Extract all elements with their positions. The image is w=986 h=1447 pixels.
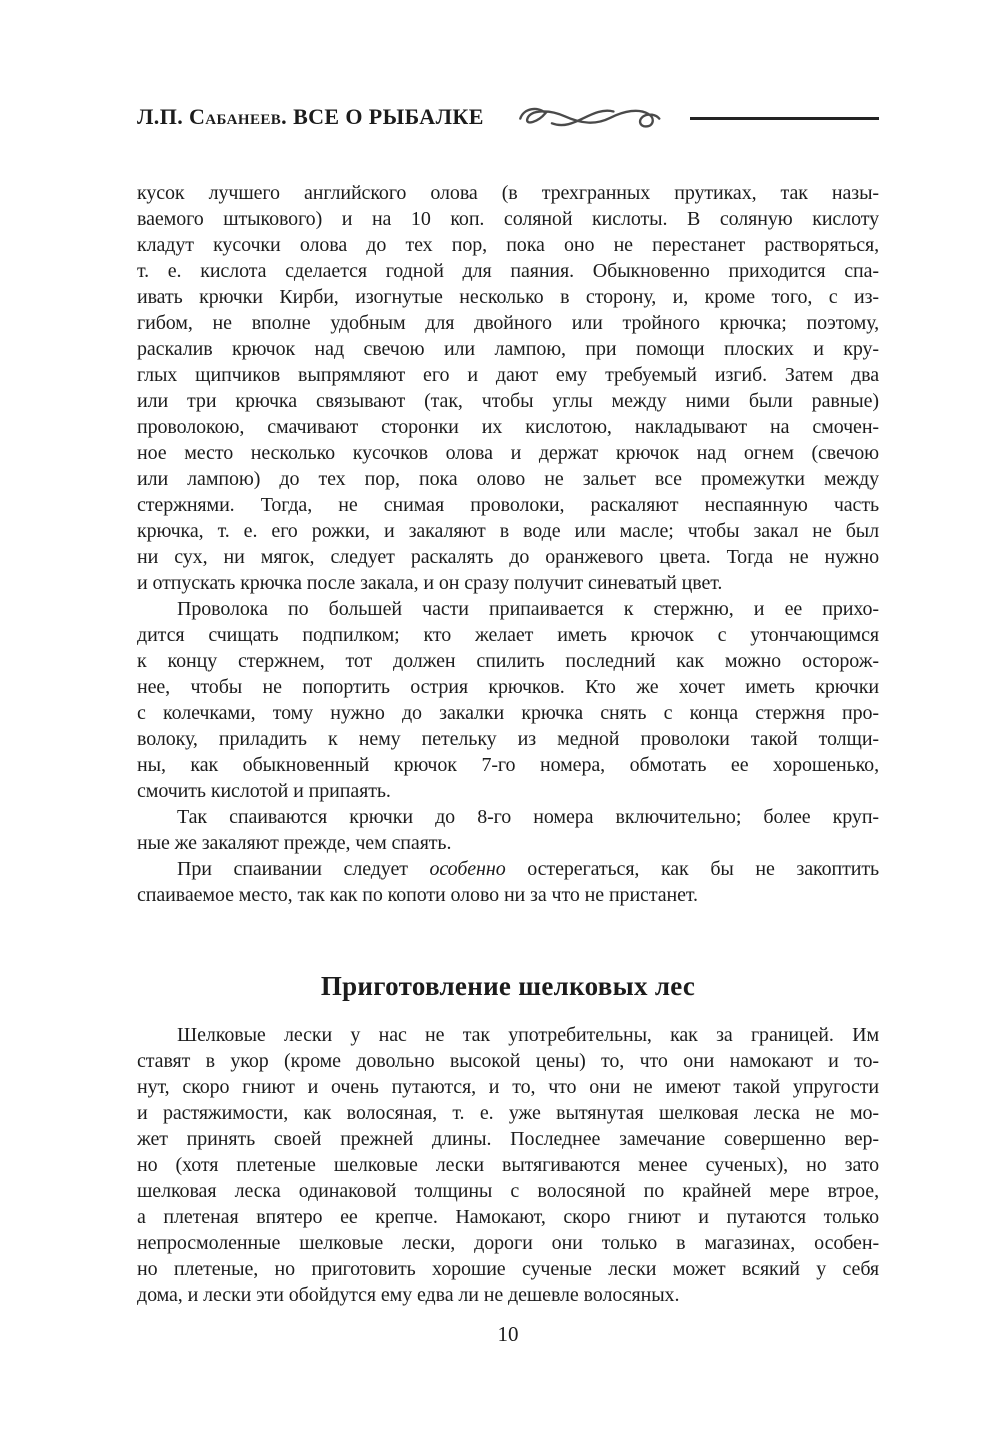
text-line: но (хотя плетеные шелковые лески вытягиваются менее сученых), но зато — [137, 1154, 879, 1176]
text-line: непросмоленные шелковые лески, дороги они только в магазинах, особен- — [137, 1232, 879, 1254]
page-footer — [137, 1322, 879, 1347]
paragraph — [137, 180, 879, 596]
text-line: Так спаиваются крючки до 8-го номера включительно; более круп- — [177, 806, 879, 828]
text-line: или три крючка связывают (так, чтобы углы между ними были равные) — [137, 390, 879, 412]
text-line: нее, чтобы не попортить острия крючков. Кто же хочет иметь крючки — [137, 676, 879, 698]
paragraph — [137, 596, 879, 804]
text-line: и растяжимости, как волосяная, т. е. уже вытянутая шелковая леска не мо- — [137, 1102, 879, 1124]
text-line: ставят в укор (кроме довольно высокой цены) то, что они намокают и то- — [137, 1050, 879, 1072]
text-line: с колечками, тому нужно до закалки крючка снять с конца стержня про- — [137, 702, 879, 724]
text-line: но плетеные, но приготовить хорошие сученые лески может всякий у себя — [137, 1258, 879, 1280]
text-line: проволокою, смачивают сторонки их кислотою, накладывают на смочен- — [137, 416, 879, 438]
text-line: жет принять своей прежней длины. Последнее замечание совершенно вер- — [137, 1128, 879, 1150]
text-line: глых щипчиков выпрямляют его и дают ему требуемый изгиб. Затем два — [137, 364, 879, 386]
text-line: ваемого штыкового) и на 10 коп. соляной кислоты. В соляную кислоту — [137, 208, 879, 230]
text-line: спаиваемое место, так как по копоти олово ни за что не пристанет. — [137, 884, 698, 906]
section-silk-lines — [137, 1022, 879, 1308]
section-soldering-hooks — [137, 180, 879, 908]
text-line: крючка, т. е. его рожки, и закаляют в воде или масле; чтобы закал не был — [137, 520, 879, 542]
text-line: стержнями. Тогда, не снимая проволоки, раскаляют неспаянную часть — [137, 494, 879, 516]
text-line: кладут кусочки олова до тех пор, пока оно не перестанет растворяться, — [137, 234, 879, 256]
text-line: кусок лучшего английского олова (в трехгранных прутиках, так назы- — [137, 182, 879, 204]
paragraph — [137, 804, 879, 856]
text-line: т. е. кислота сделается годной для паяния. Обыкновенно приходится спа- — [137, 260, 879, 282]
text-line: Проволока по большей части припаивается к стержню, и ее прихо- — [177, 598, 879, 620]
flourish-icon — [514, 97, 664, 137]
page-body — [137, 180, 879, 1308]
text-line: к концу стержнем, тот должен спилить последний как можно осторож- — [137, 650, 879, 672]
text-line: смочить кислотой и припаять. — [137, 780, 391, 802]
text-line: нут, скоро гниют и очень путаются, и то, что они не имеют такой упругости — [137, 1076, 879, 1098]
text-line: и отпускать крючка после закала, и он сразу получит синеватый цвет. — [137, 572, 723, 594]
text-line: ные же закаляют прежде, чем спаять. — [137, 832, 452, 854]
text-line: При спаивании следует особенно остерегаться, как бы не закоптить — [177, 858, 879, 880]
running-head — [137, 104, 484, 130]
text-line: Шелковые лески у нас не так употребительны, как за границей. Им — [177, 1024, 879, 1046]
text-line: ны, как обыкновенный крючок 7-го номера, обмотать ее хорошенько, — [137, 754, 879, 776]
text-line: дома, и лески эти обойдутся ему едва ли не дешевле волосяных. — [137, 1284, 680, 1306]
text-line: раскалив крючок над свечою или лампою, при помощи плоских и кру- — [137, 338, 879, 360]
text-line: ное место несколько кусочков олова и держат крючок над огнем (свечою — [137, 442, 879, 464]
text-line: или лампою) до тех пор, пока олово не зальет все промежутки между — [137, 468, 879, 490]
text-line: шелковая леска одинаковой толщины с волосяной по крайней мере втрое, — [137, 1180, 879, 1202]
page-number: 10 — [497, 1322, 519, 1346]
paragraph — [137, 1022, 879, 1308]
book-title: ВСЕ О РЫБАЛКЕ — [293, 104, 484, 129]
text-line: ни сух, ни мягок, следует раскалять до оранжевого цвета. Тогда не нужно — [137, 546, 879, 568]
text-line: дится счищать подпилком; кто желает иметь крючок с утончающимся — [137, 624, 879, 646]
page-header — [137, 100, 879, 134]
text-line: а плетеная впятеро ее крепче. Намокают, скоро гниют и путаются только — [137, 1206, 879, 1228]
text-line: волоку, приладить к нему петельку из медной проволоки такой толщи- — [137, 728, 879, 750]
section-heading: Приготовление шелковых лес — [320, 971, 696, 1001]
paragraph — [137, 856, 879, 908]
text-line: ивать крючки Кирби, изогнутые несколько в сторону, и, кроме того, с из- — [137, 286, 879, 308]
author-name: Л.П. Сабанеев. — [137, 104, 288, 129]
header-rule — [690, 117, 879, 120]
text-line: гибом, не вполне удобным для двойного или тройного крючка; поэтому, — [137, 312, 879, 334]
